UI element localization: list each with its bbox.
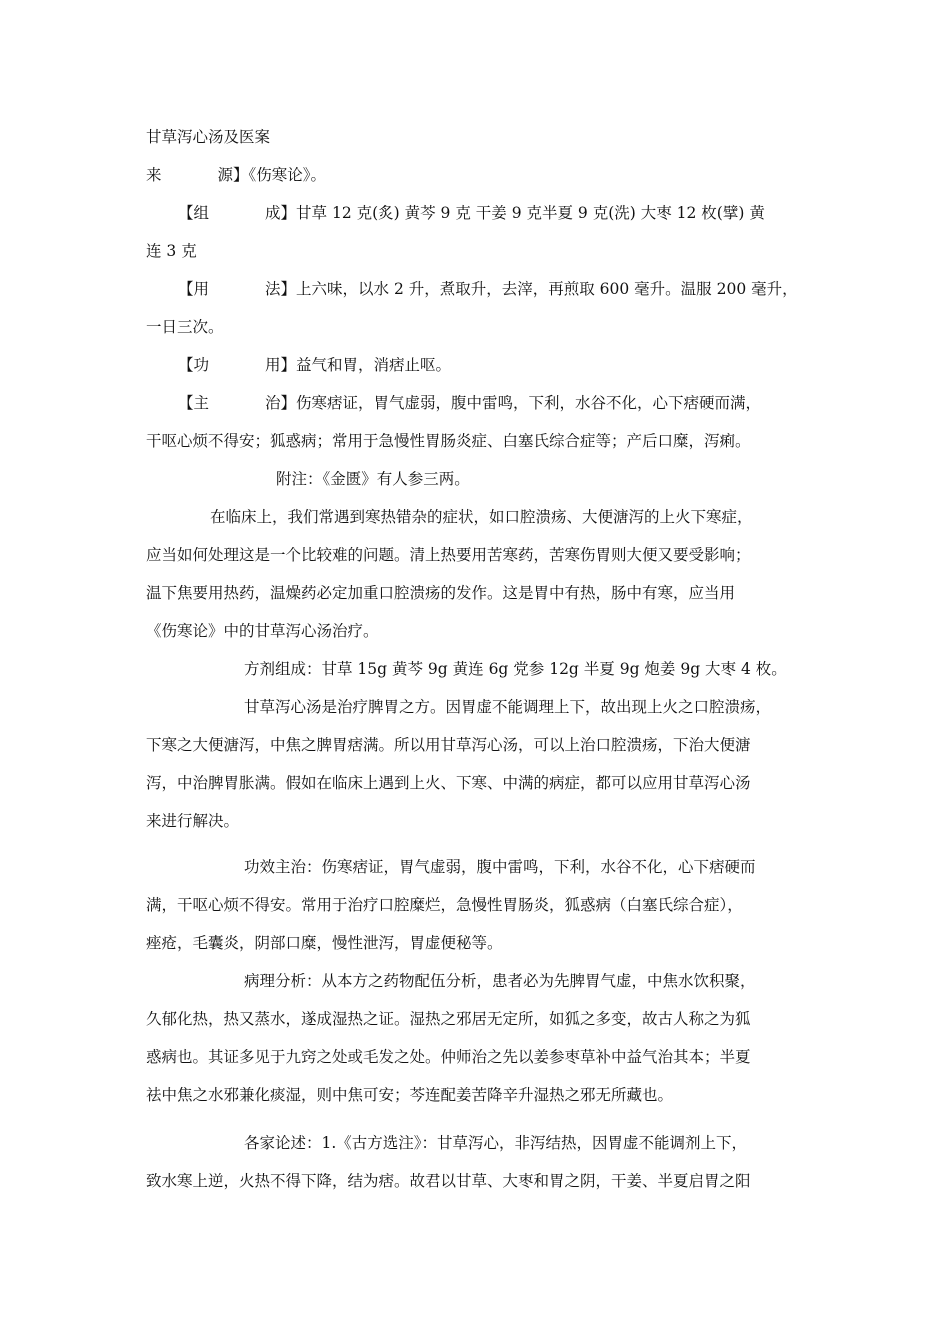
para4-line: 久郁化热，热又蒸水，遂成湿热之证。湿热之邪居无定所，如狐之多变，故古人称之为狐 (146, 1010, 751, 1028)
para1-line: 《伤寒论》中的甘草泻心汤治疗。 (146, 622, 379, 640)
composition-line-2: 连 3 克 (146, 242, 197, 260)
indication-label-end: 治】 (265, 394, 297, 412)
composition-label-end: 成】 (265, 204, 297, 222)
para3-line: 功效主治：伤寒痞证，胃气虚弱，腹中雷鸣，下利，水谷不化，心下痞硬而 (244, 858, 756, 876)
para3-line: 满，干呕心烦不得安。常用于治疗口腔糜烂，急慢性胃肠炎，狐惑病（白塞氏综合症）， (146, 896, 743, 914)
appendix-note: 附注：《金匮》有人参三两。 (276, 470, 470, 488)
function-label-start: 【功 (178, 356, 210, 374)
indication-line-2: 干呕心烦不得安；狐惑病；常用于急慢性胃肠炎症、白塞氏综合症等；产后口糜，泻痢。 (146, 432, 751, 450)
indication-label-start: 【主 (178, 394, 210, 412)
para2-line: 甘草泻心汤是治疗脾胃之方。因胃虚不能调理上下，故出现上火之口腔溃疡， (244, 698, 772, 716)
para3-line: 痤疮，毛囊炎，阴部口糜，慢性泄泻，胃虚便秘等。 (146, 934, 503, 952)
usage-line (178, 279, 848, 299)
para2-line: 泻，中治脾胃胀满。假如在临床上遇到上火、下寒、中满的病症，都可以应用甘草泻心汤 (146, 774, 751, 792)
usage-text: 上六味，以水 2 升，煮取升，去滓，再煎取 600 毫升。温服 200 毫升， (296, 280, 798, 298)
composition-label-start: 【组 (178, 204, 210, 222)
para1-line: 应当如何处理这是一个比较难的问题。清上热要用苦寒药，苦寒伤胃则大便又要受影响； (146, 546, 751, 564)
para5-line: 各家论述：1.《古方选注》：甘草泻心，非泻结热，因胃虚不能调剂上下， (244, 1134, 748, 1152)
para2-line: 来进行解决。 (146, 812, 240, 830)
function-label-end: 用】 (265, 356, 297, 374)
doc-title: 甘草泻心汤及医案 (146, 128, 271, 146)
para4-line: 祛中焦之水邪兼化痰湿，则中焦可安；芩连配姜苦降辛升湿热之邪无所藏也。 (146, 1086, 674, 1104)
para4-line: 惑病也。其证多见于九窍之处或毛发之处。仲师治之先以姜参枣草补中益气治其本；半夏 (146, 1048, 751, 1066)
formula-line: 方剂组成：甘草 15g 黄芩 9g 黄连 6g 党参 12g 半夏 9g 炮姜 9g 大枣 4 枚。 (244, 660, 787, 678)
para4-line: 病理分析：从本方之药物配伍分析，患者必为先脾胃气虚，中焦水饮积聚， (244, 972, 756, 990)
source-label-end: 源】 (217, 166, 249, 184)
source-label-start: 来 (146, 166, 162, 184)
source-line (146, 165, 816, 185)
para2-line: 下寒之大便溏泻，中焦之脾胃痞满。所以用甘草泻心汤，可以上治口腔溃疡，下治大便溏 (146, 736, 751, 754)
composition-text: 甘草 12 克(炙) 黄芩 9 克 干姜 9 克半夏 9 克(洗) 大枣 12 枚(擘) 黄 (296, 204, 765, 222)
usage-label-start: 【用 (178, 280, 210, 298)
para1-line: 在临床上，我们常遇到寒热错杂的症状，如口腔溃疡、大便溏泻的上火下寒症， (210, 508, 753, 526)
usage-label-end: 法】 (265, 280, 297, 298)
para1-line: 温下焦要用热药，温燥药必定加重口腔溃疡的发作。这是胃中有热，肠中有寒，应当用 (146, 584, 736, 602)
para5-line: 致水寒上逆，火热不得下降，结为痞。故君以甘草、大枣和胃之阴，干姜、半夏启胃之阳 (146, 1172, 751, 1190)
function-line (178, 355, 848, 375)
source-value: 《伤寒论》。 (248, 166, 327, 184)
indication-line (178, 393, 848, 413)
composition-line (178, 203, 848, 223)
function-text: 益气和胃，消痞止呕。 (296, 356, 452, 374)
usage-line-2: 一日三次。 (146, 318, 224, 336)
indication-text: 伤寒痞证，胃气虚弱，腹中雷鸣，下利，水谷不化，心下痞硬而满， (296, 394, 762, 412)
